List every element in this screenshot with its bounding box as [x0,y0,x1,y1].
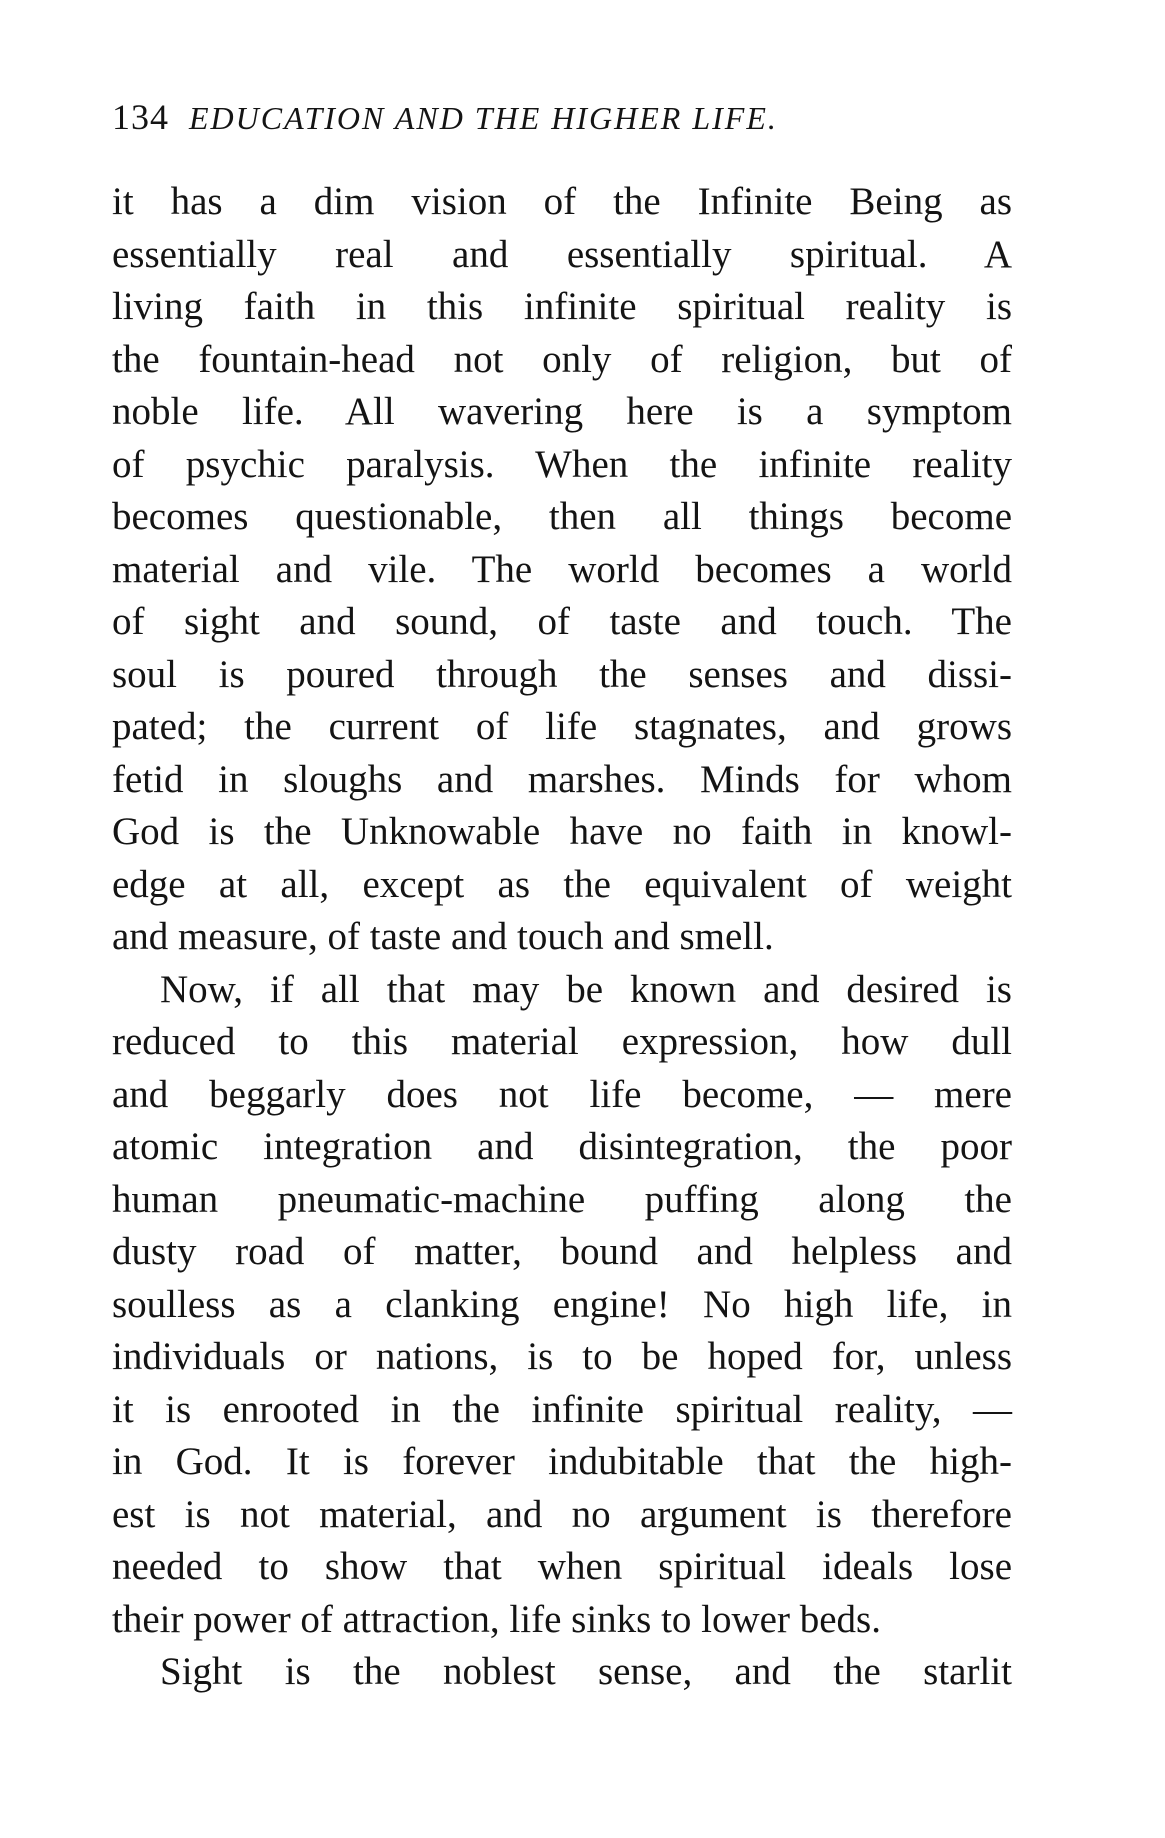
text-line: noble life. All wavering here is a symptom [112,390,1012,433]
text-line: and beggarly does not life become, — mere [112,1072,1012,1116]
text-line: reduced to this material expression, how dull [112,1020,1012,1063]
text-line: becomes questionable, then all things become [112,495,1012,538]
text-line: pated; the current of life stagnates, and grows [112,705,1012,748]
text-line: fetid in sloughs and marshes. Minds for whom [112,757,1012,801]
text-line: edge at all, except as the equivalent of weight [112,862,1012,906]
text-line: God is the Unknowable have no faith in knowl- [112,810,1012,853]
paragraph-start-line: Now, if all that may be known and desired is [160,967,1012,1011]
body-text [112,176,1012,1699]
text-line: soul is poured through the senses and dissi- [112,652,1012,696]
text-line: est is not material, and no argument is therefore [112,1492,1012,1536]
paragraph-end-line: their power of attraction, life sinks to lower beds. [112,1597,881,1641]
running-head [112,96,972,156]
paragraph-start-line: Sight is the noblest sense, and the starlit [160,1650,1012,1693]
text-line: soulless as a clanking engine! No high life, in [112,1282,1012,1326]
paragraph-end-line: and measure, of taste and touch and smell. [112,915,774,958]
running-head-title: EDUCATION AND THE HIGHER LIFE. [189,100,778,136]
text-line: dusty road of matter, bound and helpless and [112,1230,1012,1273]
text-line: of psychic paralysis. When the infinite reality [112,442,1012,486]
text-line: human pneumatic-machine puffing along the [112,1177,1012,1221]
text-line: living faith in this infinite spiritual reality is [112,285,1012,328]
text-line: of sight and sound, of taste and touch. The [112,600,1012,643]
text-line: the fountain-head not only of religion, but of [112,337,1012,381]
text-line: it is enrooted in the infinite spiritual reality, — [112,1387,1012,1431]
text-line: in God. It is forever indubitable that the high- [112,1440,1012,1483]
text-line: atomic integration and disintegration, the poor [112,1125,1012,1168]
text-line: material and vile. The world becomes a world [112,547,1012,591]
text-line: needed to show that when spiritual ideals lose [112,1545,1012,1588]
text-line: it has a dim vision of the Infinite Being as [112,180,1012,223]
page-number: 134 [112,97,169,137]
text-line: essentially real and essentially spiritual. A [112,232,1012,276]
text-line: individuals or nations, is to be hoped for, unless [112,1335,1012,1378]
